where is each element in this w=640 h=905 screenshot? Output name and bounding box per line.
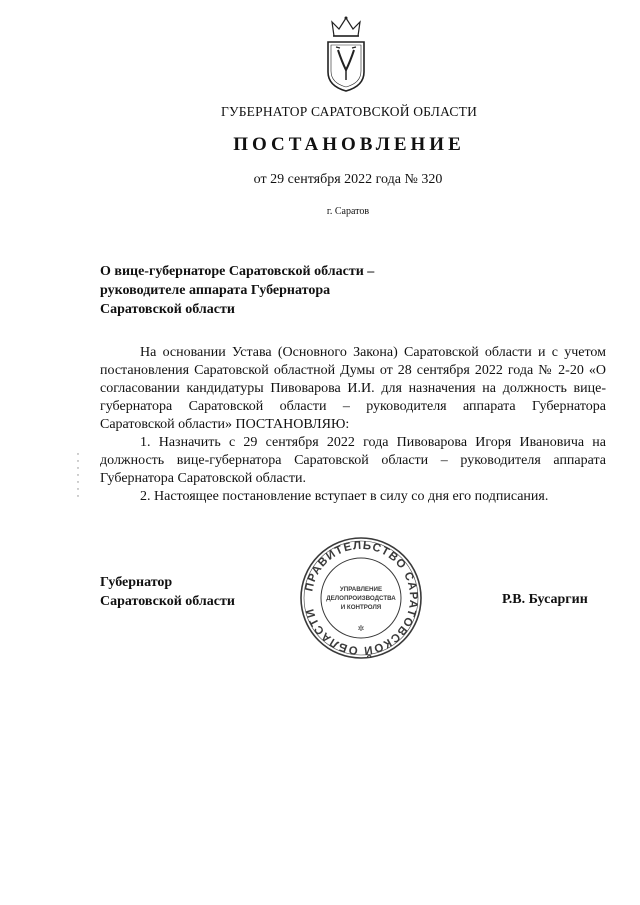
official-seal-icon xyxy=(298,535,424,661)
svg-text:ПРАВИТЕЛЬСТВО САРАТОВСКОЙ ОБ: ПРАВИТЕЛЬСТВО САРАТОВСКОЙ ОБЛАСТИ xyxy=(303,539,420,657)
margin-marks xyxy=(76,452,80,498)
svg-text:✲: ✲ xyxy=(357,624,365,633)
document-body xyxy=(100,344,606,506)
signatory-position xyxy=(100,573,235,611)
signatory-position-line: Губернатор xyxy=(100,575,173,590)
svg-text:УПРАВЛЕНИЕ: УПРАВЛЕНИЕ xyxy=(339,586,383,593)
body-paragraph: 1. Назначить с 29 сентября 2022 года Пивоварова Игоря Ивановича на должность вице-губернатора Саратовской области – руководителя аппарата Губернатора Саратовской области. xyxy=(100,435,606,486)
body-paragraph: На основании Устава (Основного Закона) Саратовской области и с учетом постановления Саратовской областной Думы от 28 сентября 2022 года № 2-20 «О согласовании кандидатуры Пивоварова И.И. для назначения на должность вице-губернатора Саратовской области – руководителя аппарата Губернатора Саратовской области» ПОСТАНОВЛЯЮ: xyxy=(100,345,606,432)
subject-line: руководителе аппарата Губернатора xyxy=(100,283,331,298)
signatory-name: Р.В. Бусаргин xyxy=(502,592,588,607)
document-type: ПОСТАНОВЛЕНИЕ xyxy=(233,134,465,155)
subject-line: Саратовской области xyxy=(100,302,235,317)
signatory-position-line: Саратовской области xyxy=(100,594,235,609)
issuing-authority: ГУБЕРНАТОР САРАТОВСКОЙ ОБЛАСТИ xyxy=(220,104,478,119)
svg-text:ДЕЛОПРОИЗВОДСТВА: ДЕЛОПРОИЗВОДСТВА xyxy=(326,595,396,602)
coat-of-arms-icon xyxy=(324,14,368,94)
subject-line: О вице-губернаторе Саратовской области – xyxy=(100,264,375,279)
body-paragraph: 2. Настоящее постановление вступает в силу со дня его подписания. xyxy=(140,489,549,504)
document-city: г. Саратов xyxy=(326,206,370,217)
document-subject xyxy=(100,262,430,319)
document-date-number: от 29 сентября 2022 года № 320 xyxy=(253,172,443,187)
svg-text:И КОНТРОЛЯ: И КОНТРОЛЯ xyxy=(340,604,382,611)
